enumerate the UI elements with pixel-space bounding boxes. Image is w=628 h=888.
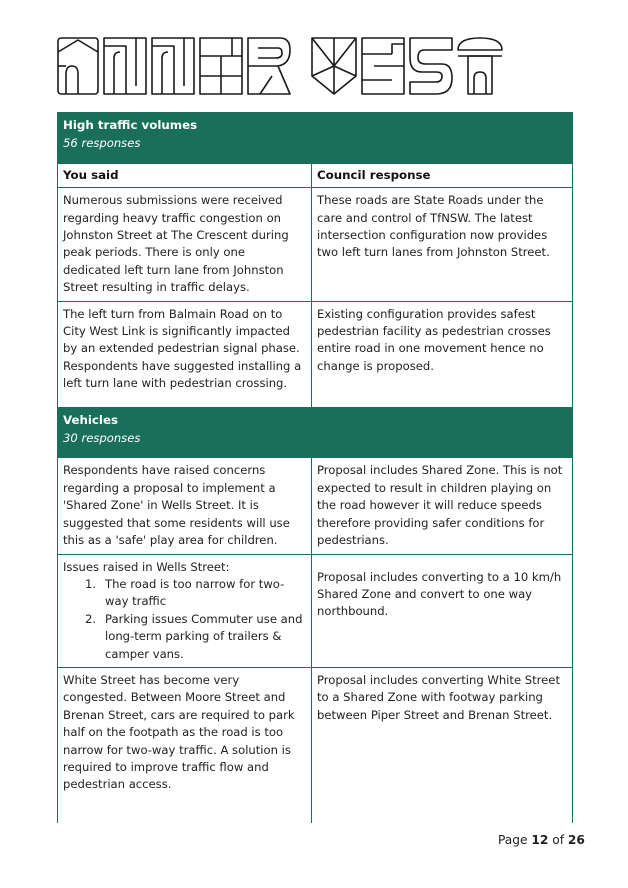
section-title: High traffic volumes	[63, 118, 198, 132]
you-said-cell: White Street has become very congested. Between Moore Street and Brenan Street, cars are required to park half on the footpath as the road is too narrow for two-way traffic. A solution is required to improve traffic flow and pedestrian access.	[58, 667, 312, 823]
list-item-number: 2.	[85, 611, 97, 626]
issues-list	[63, 576, 306, 663]
table-row	[58, 188, 573, 301]
inner-west-logo-icon	[56, 36, 536, 96]
column-header-council-response: Council response	[312, 163, 573, 187]
section-subtitle: 56 responses	[63, 136, 141, 151]
page-footer	[498, 833, 585, 847]
inner-west-logo	[56, 36, 536, 96]
section-header-cell	[58, 113, 573, 164]
table-row	[58, 458, 573, 554]
section-header-vehicles	[58, 407, 573, 458]
council-response-cell: Proposal includes converting White Street to a Shared Zone with footway parking between Piper Street and Brenan Street.	[312, 667, 573, 823]
table-row	[58, 667, 573, 823]
section-title: Vehicles	[63, 412, 118, 427]
total-pages: 26	[567, 833, 585, 847]
list-item-text: The road is too narrow for two-way traffic	[105, 576, 285, 609]
council-response-cell: Proposal includes Shared Zone. This is not expected to result in children playing on the road however it will reduce speeds therefore providing safer conditions for pedestrians.	[312, 458, 573, 554]
issues-intro: Issues raised in Wells Street:	[63, 559, 230, 574]
column-header-you-said: You said	[58, 163, 312, 187]
section-subtitle: 30 responses	[63, 431, 141, 446]
council-response-cell: These roads are State Roads under the care and control of TfNSW. The latest intersection configuration now provides two left turn lanes from Johnston Street.	[312, 188, 573, 301]
list-item-text: Parking issues Commuter use and long-term parking of trailers & camper vans.	[105, 611, 303, 661]
you-said-cell: The left turn from Balmain Road on to City West Link is significantly impacted by an extended pedestrian signal phase. Respondents have suggested installing a left turn lane with pedestrian crossing.	[58, 301, 312, 407]
council-response-cell	[312, 554, 573, 667]
list-item	[63, 611, 306, 663]
page-number: 12	[531, 833, 549, 847]
of-label: of	[552, 833, 564, 847]
council-response-cell: Existing configuration provides safest pedestrian facility as pedestrian crosses entire road in one movement hence no change is proposed.	[312, 301, 573, 407]
section-header-cell	[58, 407, 573, 458]
table-row	[58, 554, 573, 667]
section-header-high-traffic	[58, 113, 573, 164]
council-response-text: Proposal includes converting to a 10 km/h Shared Zone and convert to one way northbound.	[317, 569, 562, 619]
page-label: Page	[498, 833, 528, 847]
you-said-cell: Numerous submissions were received regarding heavy traffic congestion on Johnston Street at The Crescent during peak periods. There is only one dedicated left turn lane from Johnston Street resulting in traffic delays.	[58, 188, 312, 301]
you-said-cell	[58, 554, 312, 667]
list-item	[63, 576, 306, 611]
list-item-number: 1.	[85, 576, 97, 591]
responses-table	[57, 112, 573, 823]
you-said-cell: Respondents have raised concerns regarding a proposal to implement a 'Shared Zone' in Wells Street. It is suggested that some residents will use this as a 'safe' play area for children.	[58, 458, 312, 554]
column-headers	[58, 163, 573, 187]
table-row	[58, 301, 573, 407]
